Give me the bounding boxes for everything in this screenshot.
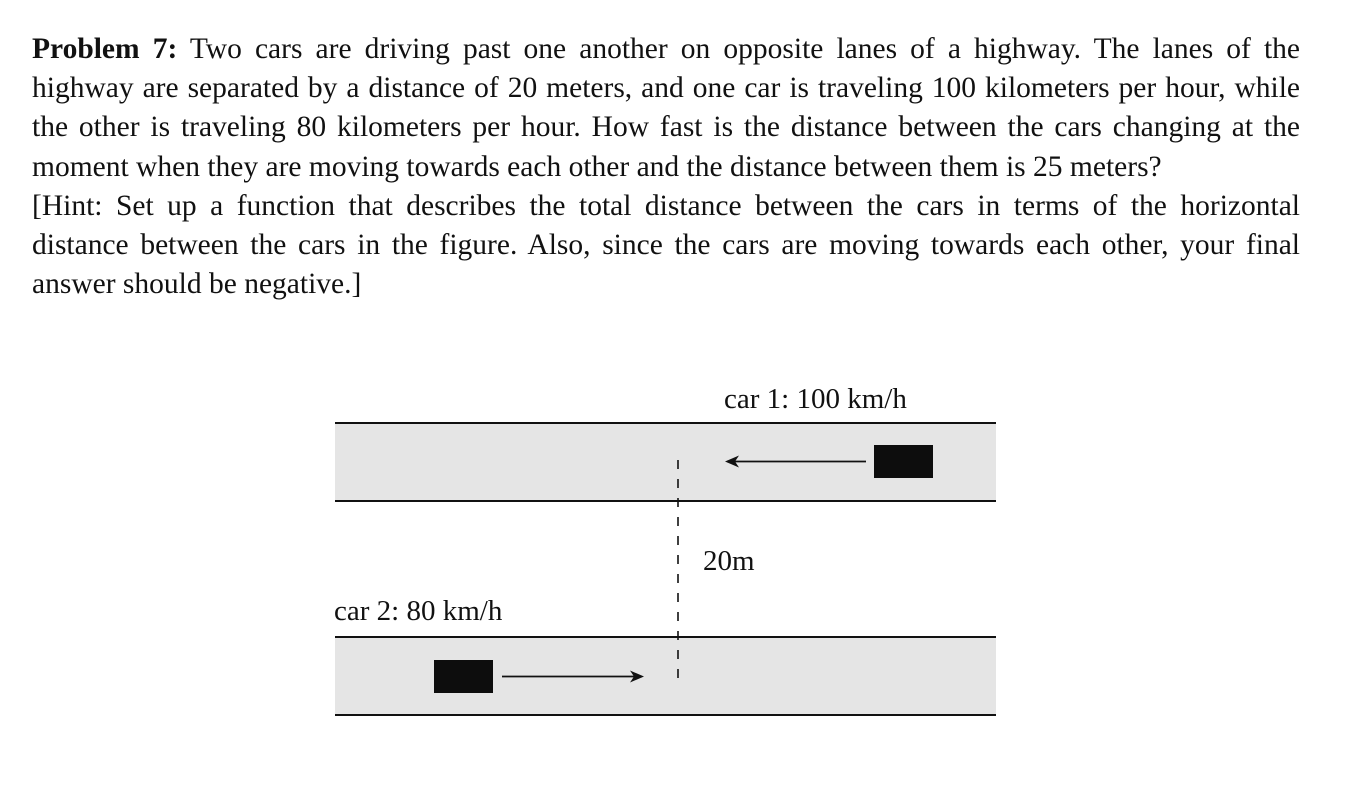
car-2-label: car 2: 80 km/h [334,595,503,627]
problem-body: Two cars are driving past one another on opposite lanes of a highway. The lanes of the highway are separated by a distance of 20 meters, and one car is traveling 100 kilometers per hour, while the other is traveling 80 kilometers per hour. How fast is the distance between the cars changing at the moment when they are moving towards each other and the distance between them is 25 meters? [32,33,1300,183]
car-2 [434,660,493,693]
car-1-label: car 1: 100 km/h [724,383,907,415]
problem-hint: [Hint: Set up a function that describes the total distance between the cars in terms of the horizontal distance between the cars in the figure. Also, since the cars are moving towards each other, your final answer should be negative.] [32,189,1300,301]
problem-label: Problem 7: [32,33,178,65]
car-1 [874,445,933,478]
separation-label: 20m [703,545,755,577]
